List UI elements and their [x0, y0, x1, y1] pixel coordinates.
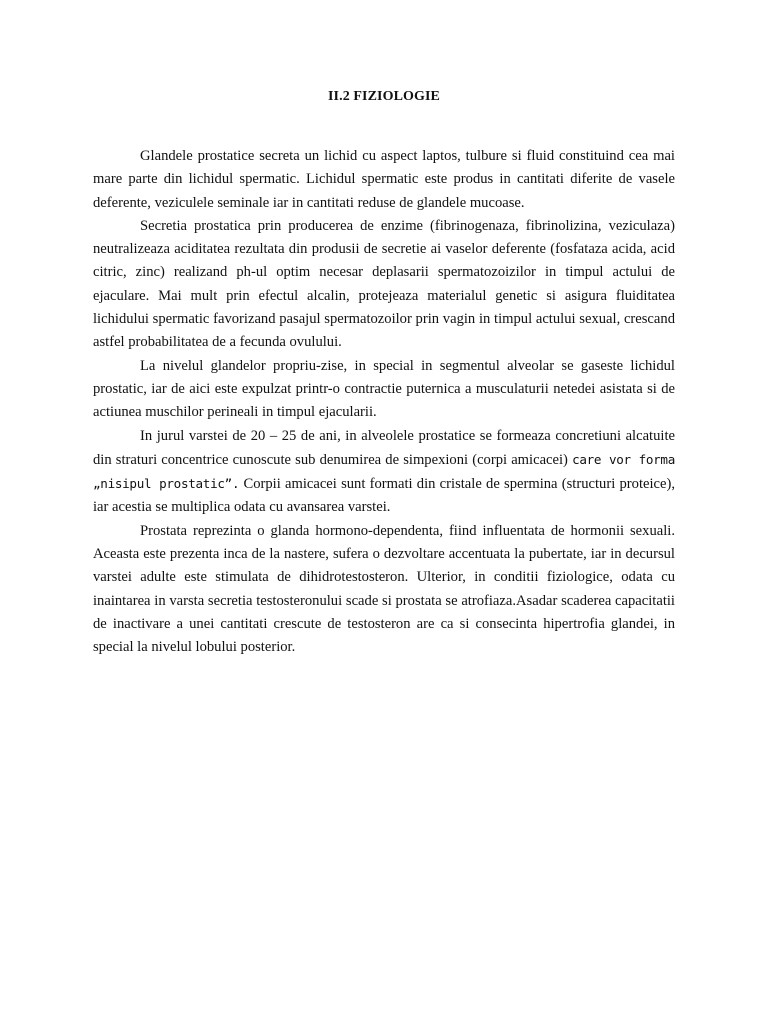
concretions-text-mono: care vor forma „nisipul prostatic”.	[93, 451, 675, 492]
paragraph-concretions	[93, 425, 675, 520]
section-title: II.2 FIZIOLOGIE	[328, 89, 440, 104]
paragraph-glands: La nivelul glandelor propriu-zise, in special in segmentul alveolar se gaseste lichidul prostatic, iar de aici este expulzat printr-o contractie puternica a musculaturii netedei asistata si de actiunea muschilor perineali in timpul ejacularii.	[93, 357, 675, 421]
concretions-text-start: In jurul varstei de 20 – 25 de ani, in alveolele prostatice se formeaza concretiuni alcatuite din straturi concentrice cunoscute sub denumirea de simpexioni (corpi amicacei)	[93, 427, 675, 468]
body-text	[93, 145, 675, 660]
paragraph-enzymes: Secretia prostatica prin producerea de enzime (fibrinogenaza, fibrinolizina, veziculaza) neutralizeaza aciditatea rezultata din produsii de secretie ai vaselor deferente (fosfataza acida, acid citric, zinc) realizand ph-ul optim necesar deplasarii spermatozoizilor in timpul actului de ejaculare. Mai mult prin efectul alcalin, protejeaza materialul genetic si asigura fluiditatea lichidului spermatic favorizand pasajul spermatozoilor prin vagin in timpul actului sexual, crescand astfel probabilitatea de a fecunda ovulului.	[93, 217, 675, 351]
paragraph-hormones: Prostata reprezinta o glanda hormono-dependenta, fiind influentata de hormonii sexuali. Aceasta este prezenta inca de la nastere, sufera o dezvoltare accentuata la pubertate, iar in decursul varstei adulte este stimulata de dihidrotestosteron. Ulterior, in conditii fiziologice, odata cu inaintarea in varsta secretia testosteronului scade si prostata se atrofiaza.Asadar scaderea capacitatii de inactivare a unei cantitati crescute de testosteron are ca si consecinta hipertrofia glandei, in special la nivelul lobului posterior.	[93, 522, 675, 656]
concretions-text-end: Corpii amicacei sunt formati din cristale de spermina (structuri proteice), iar acestia se multiplica odata cu avansarea varstei.	[93, 476, 675, 516]
paragraph-secretion-overview: Glandele prostatice secreta un lichid cu aspect laptos, tulbure si fluid constituind cea mai mare parte din lichidul spermatic. Lichidul spermatic este produs in cantitati diferite de vasele deferente, veziculele seminale iar in cantitati reduse de glandele mucoase.	[93, 148, 675, 211]
